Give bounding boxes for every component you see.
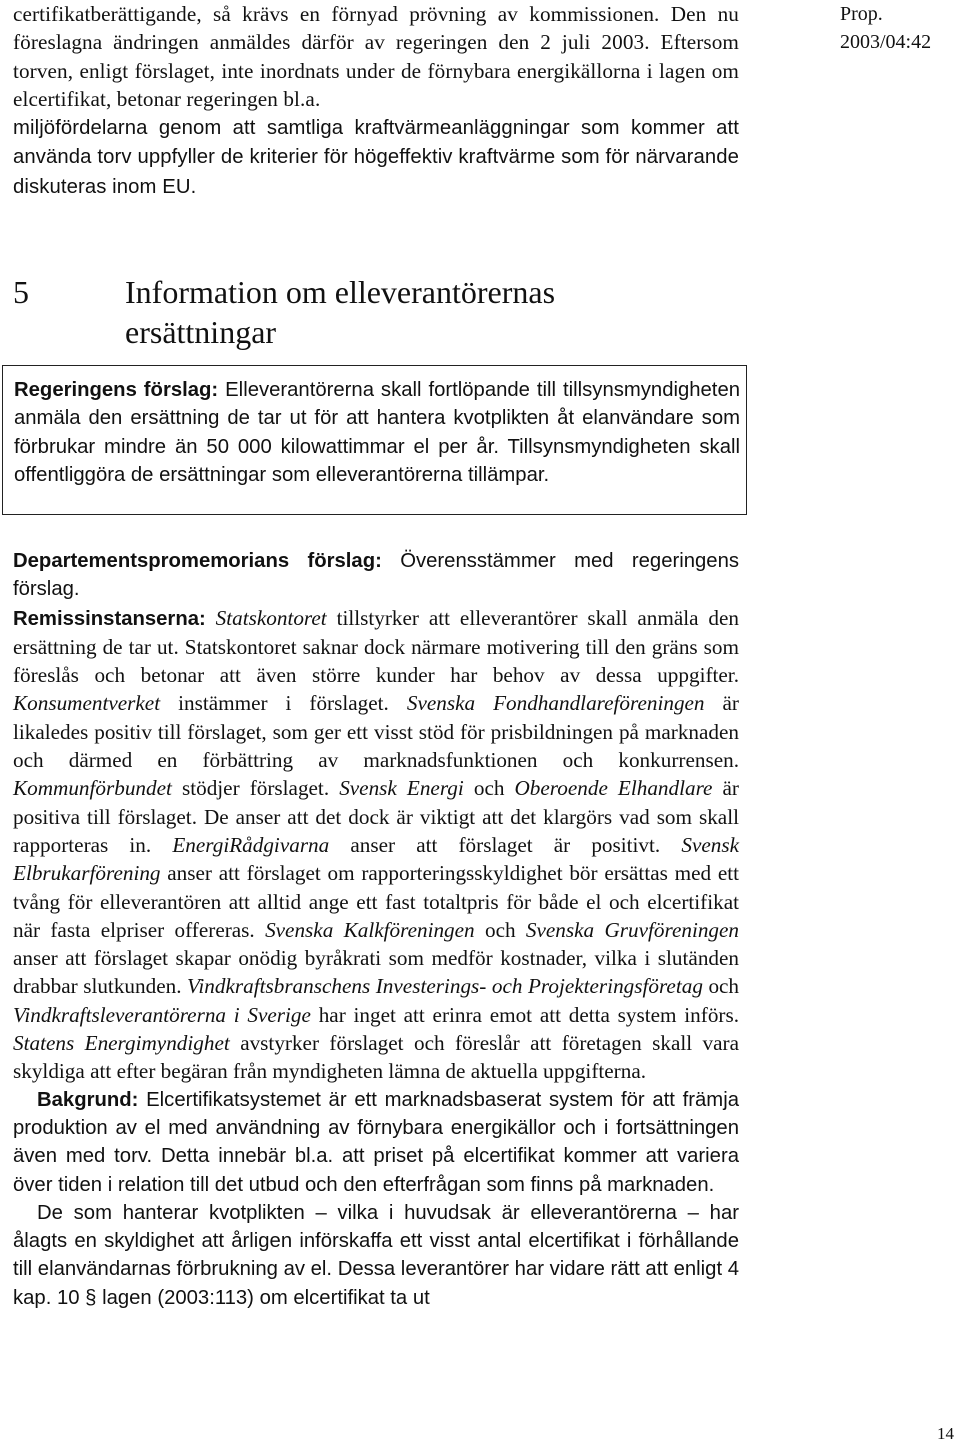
dept-paragraph — [13, 547, 739, 604]
section-title — [125, 272, 555, 352]
org-name: Statskontoret — [215, 605, 327, 630]
remiss-text: har inget att erinra emot att detta system införs. — [318, 1002, 740, 1027]
background-paragraph — [13, 1086, 739, 1199]
proposal-box — [2, 365, 747, 515]
org-name: Svenska Fondhandlareföreningen — [406, 691, 705, 716]
org-name: Svenska Kalkföreningen — [265, 917, 475, 942]
proposal-body: Elleverantörerna skall fortlöpande till tillsynsmyndigheten anmäla den ersättning de tar ut för att hantera kvotplikten åt elanvändare som förbrukar mindre än 50 000 kilowattimmar el per år. — [14, 379, 741, 458]
remiss-text: instämmer i förslaget. — [178, 691, 389, 716]
org-name: Svensk Energi — [339, 776, 464, 801]
intro-sans-text: miljöfördelarna genom att samtliga kraftvärmeanläggningar som kommer att använda torv uppfyller de kriterier för högeffektiv kraftvärme som för närvarande diskuteras inom EU. — [13, 117, 739, 198]
remiss-text: och — [484, 917, 516, 942]
org-name: Svensk Elbrukarförening — [13, 832, 739, 886]
remiss-text: anser att förslaget är positivt. — [350, 832, 661, 857]
background-paragraph-2: De som hanterar kvotplikten – vilka i huvudsak är elleverantörerna – har ålagts en skyldighet att årligen införskaffa ett visst antal elcertifikat i förhållande till elanvändarnas förbrukning av el. Dessa leverantörer har vidare rätt att enligt 4 kap. 10 § lagen (2003:113) om elcertifikat ta ut — [13, 1201, 740, 1309]
section-number: 5 — [13, 274, 29, 310]
section-title-line1: Information om elleverantörernas — [125, 274, 556, 310]
intro-paragraph — [13, 0, 739, 201]
org-name: Statens Energimyndighet — [13, 1031, 230, 1056]
remiss-text: är likaledes positiv till förslaget, som ger ett visst stöd för prisbildningen på marknaden och därmed en förbättring av marknadsfunktionen och konkurrensen. — [13, 691, 739, 773]
remiss-text: och — [708, 974, 740, 999]
remiss-text: anser att förslaget om rapporteringsskyldighet bör ersättas med ett tvång för elleverantören att alltid ange ett fast totaltpris för både el och elcertifikat när fasta elpriser offereras. — [13, 861, 740, 942]
background-label: Bakgrund: — [37, 1088, 139, 1111]
remiss-text: Statskontoret saknar dock närmare motivering till den gräns som föreslås och betonar att även större kunder har behov av dessa uppgifter. — [13, 634, 739, 688]
remiss-text: är positiva till förslaget. De anser att det dock är viktigt att det klargörs vad som skall rapporteras in. — [13, 776, 739, 857]
intro-serif-text: certifikatberättigande, så krävs en förnyad prövning av kommissionen. Den nu föreslagna ändringen anmäldes därför av regeringen den 2 juli 2003. Eftersom torven, enligt förslaget, inte inordnats under de förnybara energikällorna i lagen om elcertifikat, betonar regeringen bl.a. — [13, 2, 739, 111]
prop-reference: Prop. 2003/04:42 — [840, 3, 932, 53]
remiss-text: och — [473, 776, 505, 801]
main-body — [13, 547, 739, 1312]
proposal-text — [14, 376, 740, 489]
remiss-text: tillstyrker att elleverantörer skall anmäla den ersättning de tar ut. — [13, 605, 739, 659]
org-name: Kommunförbundet — [13, 776, 172, 801]
remiss-paragraph — [13, 604, 739, 1086]
section-heading — [13, 272, 739, 352]
remiss-text: anser att förslaget skapar onödig byråkrati som medför kostnader, vilka i slutänden drabbar slutkunden. — [13, 946, 739, 999]
background-text: Elcertifikatsystemet är ett marknadsbaserat system för att främja produktion av el med användning av förnybara energikällor och i fortsättningen även med torv. Detta innebär bl.a. att priset på elcertifikat kommer att variera över tiden i relation till det utbud och den efterfrågan som finns på marknaden. — [13, 1088, 739, 1196]
proposal-label: Regeringens förslag: — [14, 379, 219, 401]
remiss-text: stödjer förslaget. — [181, 776, 330, 801]
page-number: 14 — [937, 1424, 954, 1443]
proposal-body-2: Tillsynsmyndigheten skall offentliggöra de ersättningar som elleverantörerna tillämpar. — [14, 435, 740, 486]
org-name: Konsumentverket — [13, 691, 161, 716]
dept-label: Departementspromemorians förslag: — [13, 550, 382, 572]
org-name: Vindkraftsbranschens Investerings- och Projekteringsföretag — [187, 974, 703, 999]
org-name: EnergiRådgivarna — [172, 832, 330, 857]
section-title-line2: ersättningar — [125, 314, 277, 350]
org-name: Vindkraftsleverantörerna i Sverige — [13, 1002, 311, 1027]
dept-text: Överensstämmer med regeringens förslag. — [13, 550, 740, 601]
remiss-label: Remissinstanserna: — [13, 607, 206, 630]
remiss-text: avstyrker förslaget och föreslår att företagen skall vara skyldiga att efter begäran från myndigheten lämna de aktuella uppgifterna. — [13, 1031, 739, 1084]
org-name: Svenska Gruvföreningen — [525, 917, 740, 942]
org-name: Oberoende Elhandlare — [514, 776, 713, 801]
